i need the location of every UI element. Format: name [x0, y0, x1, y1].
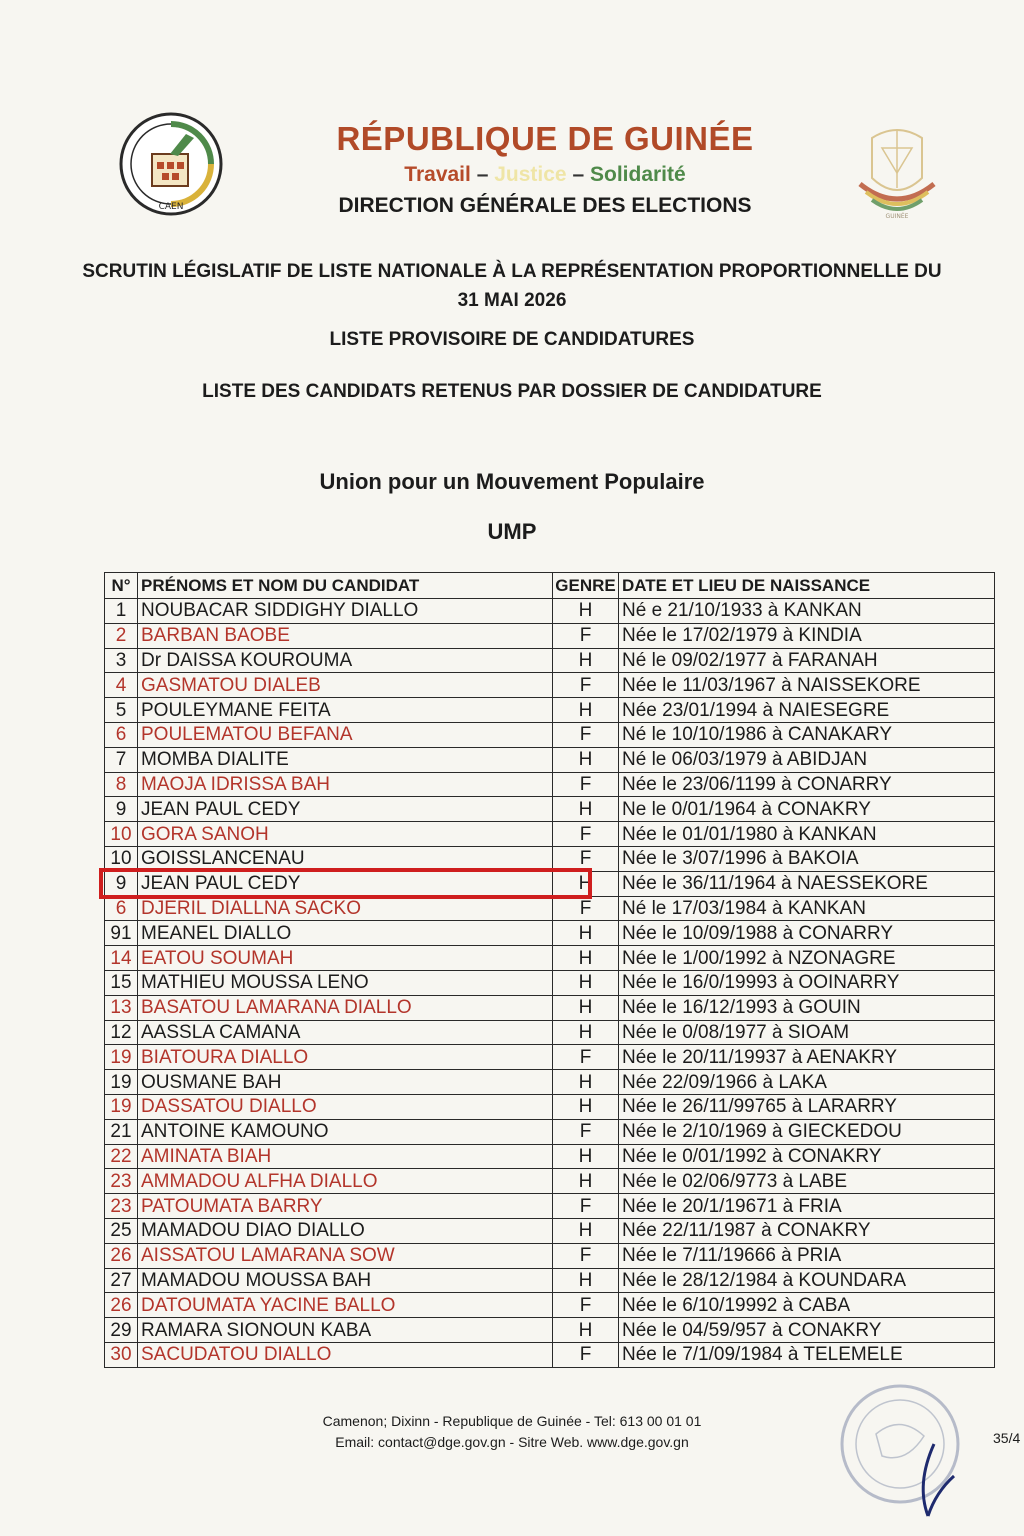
table-row [105, 1243, 995, 1268]
footer-contact: Email: contact@dge.gov.gn - Sitre Web. www.dge.gov.gn [335, 1434, 689, 1450]
candidate-gender: F [553, 1342, 619, 1367]
logo-right-caption: GUINÉE [885, 213, 909, 220]
table-row [105, 1094, 995, 1119]
row-number: 19 [105, 1070, 138, 1095]
table-row [105, 1045, 995, 1070]
party-abbreviation: UMP [487, 519, 537, 544]
row-number: 26 [105, 1293, 138, 1318]
row-number: 29 [105, 1318, 138, 1343]
party-name: Union pour un Mouvement Populaire [319, 469, 705, 494]
row-number: 6 [105, 722, 138, 747]
table-row [105, 648, 995, 673]
candidate-name: BARBAN BAOBE [138, 623, 553, 648]
candidate-name: DATOUMATA YACINE BALLO [138, 1293, 553, 1318]
table-row [105, 797, 995, 822]
candidate-name: GASMATOU DIALEB [138, 673, 553, 698]
table-row [105, 1218, 995, 1243]
candidate-name: POULEMATOU BEFANA [138, 722, 553, 747]
table-body [105, 599, 995, 1368]
candidate-gender: H [553, 970, 619, 995]
candidate-gender: H [553, 1144, 619, 1169]
candidate-name: GOISSLANCENAU [138, 846, 553, 871]
header-gender: GENRE [553, 573, 619, 599]
coat-of-arms-logo [842, 118, 952, 222]
candidate-name: MOMBA DIALITE [138, 747, 553, 772]
row-number: 5 [105, 698, 138, 723]
candidate-name: BASATOU LAMARANA DIALLO [138, 995, 553, 1020]
birth-date-place: Née le 16/0/19993 à OOINARRY [619, 970, 995, 995]
birth-date-place: Née le 16/12/1993 à GOUIN [619, 995, 995, 1020]
birth-date-place: Née le 7/11/19666 à PRIA [619, 1243, 995, 1268]
header-number: N° [105, 573, 138, 599]
header-birth: DATE ET LIEU DE NAISSANCE [619, 573, 995, 599]
candidate-name: AISSATOU LAMARANA SOW [138, 1243, 553, 1268]
table-row [105, 1194, 995, 1219]
direction-title: DIRECTION GÉNÉRALE DES ELECTIONS [338, 194, 752, 217]
birth-date-place: Ne le 0/01/1964 à CONAKRY [619, 797, 995, 822]
candidate-gender: H [553, 1169, 619, 1194]
row-number: 15 [105, 970, 138, 995]
row-number: 1 [105, 599, 138, 624]
page-number: 35/4 [993, 1430, 1021, 1446]
birth-date-place: Né le 10/10/1986 à CANAKARY [619, 722, 995, 747]
row-number: 9 [105, 797, 138, 822]
row-number: 10 [105, 822, 138, 847]
birth-date-place: Né le 06/03/1979 à ABIDJAN [619, 747, 995, 772]
candidate-gender: F [553, 673, 619, 698]
candidate-name: MATHIEU MOUSSA LENO [138, 970, 553, 995]
candidate-name: AASSLA CAMANA [138, 1020, 553, 1045]
candidate-gender: H [553, 797, 619, 822]
table-header-row [105, 573, 995, 599]
candidate-gender: F [553, 822, 619, 847]
table-row [105, 946, 995, 971]
candidate-gender: F [553, 1293, 619, 1318]
candidate-name: JEAN PAUL CEDY [138, 797, 553, 822]
candidate-name: MAOJA IDRISSA BAH [138, 772, 553, 797]
candidate-name: BIATOURA DIALLO [138, 1045, 553, 1070]
birth-date-place: Née le 17/02/1979 à KINDIA [619, 623, 995, 648]
table-row [105, 1318, 995, 1343]
table-row [105, 896, 995, 921]
row-number: 19 [105, 1094, 138, 1119]
motto-separator-2: – [572, 163, 585, 186]
motto-justice: Justice [494, 163, 567, 186]
footer-address: Camenon; Dixinn - Republique de Guinée - Tel: 613 00 01 01 [322, 1413, 702, 1429]
row-number: 22 [105, 1144, 138, 1169]
election-title-line1: SCRUTIN LÉGISLATIF DE LISTE NATIONALE À LA REPRÉSENTATION PROPORTIONNELLE DU [82, 261, 942, 282]
row-number: 13 [105, 995, 138, 1020]
candidate-name: GORA SANOH [138, 822, 553, 847]
birth-date-place: Née le 6/10/19992 à CABA [619, 1293, 995, 1318]
table-row [105, 1020, 995, 1045]
row-number: 12 [105, 1020, 138, 1045]
candidate-gender: H [553, 747, 619, 772]
candidate-gender: H [553, 1268, 619, 1293]
row-number: 7 [105, 747, 138, 772]
candidate-gender: H [553, 871, 619, 896]
motto-separator-1: – [476, 163, 489, 186]
candidate-name: DASSATOU DIALLO [138, 1094, 553, 1119]
candidate-gender: H [553, 1318, 619, 1343]
birth-date-place: Née le 20/11/19937 à AENAKRY [619, 1045, 995, 1070]
row-number: 25 [105, 1218, 138, 1243]
birth-date-place: Née le 0/08/1977 à SIOAM [619, 1020, 995, 1045]
row-number: 26 [105, 1243, 138, 1268]
table-row [105, 822, 995, 847]
candidate-name: AMINATA BIAH [138, 1144, 553, 1169]
table-row [105, 1169, 995, 1194]
table-row [105, 970, 995, 995]
birth-date-place: Née le 02/06/9773 à LABE [619, 1169, 995, 1194]
candidate-gender: H [553, 1070, 619, 1095]
row-number: 23 [105, 1169, 138, 1194]
table-row [105, 1342, 995, 1367]
row-number: 2 [105, 623, 138, 648]
election-commission-logo [114, 110, 228, 218]
birth-date-place: Née le 20/1/19671 à FRIA [619, 1194, 995, 1219]
row-number: 6 [105, 896, 138, 921]
row-number: 91 [105, 921, 138, 946]
candidate-gender: H [553, 599, 619, 624]
table-row [105, 673, 995, 698]
birth-date-place: Née le 1/00/1992 à NZONAGRE [619, 946, 995, 971]
row-number: 19 [105, 1045, 138, 1070]
candidate-name: RAMARA SIONOUN KABA [138, 1318, 553, 1343]
candidate-gender: F [553, 1045, 619, 1070]
candidate-gender: H [553, 995, 619, 1020]
motto-solidarity: Solidarité [589, 163, 686, 186]
table-row [105, 1268, 995, 1293]
candidate-gender: H [553, 946, 619, 971]
birth-date-place: Née le 3/07/1996 à BAKOIA [619, 846, 995, 871]
birth-date-place: Née 22/11/1987 à CONAKRY [619, 1218, 995, 1243]
table-row [105, 1293, 995, 1318]
birth-date-place: Née le 04/59/957 à CONAKRY [619, 1318, 995, 1343]
table-row [105, 698, 995, 723]
row-number: 21 [105, 1119, 138, 1144]
birth-date-place: Née le 23/06/1199 à CONARRY [619, 772, 995, 797]
birth-date-place: Né le 09/02/1977 à FARANAH [619, 648, 995, 673]
table-row [105, 1070, 995, 1095]
birth-date-place: Née le 2/10/1969 à GIECKEDOU [619, 1119, 995, 1144]
birth-date-place: Née le 10/09/1988 à CONARRY [619, 921, 995, 946]
candidate-name: JEAN PAUL CEDY [138, 871, 553, 896]
table-row [105, 623, 995, 648]
candidate-name: AMMADOU ALFHA DIALLO [138, 1169, 553, 1194]
candidate-gender: H [553, 698, 619, 723]
candidate-name: POULEYMANE FEITA [138, 698, 553, 723]
candidate-name: OUSMANE BAH [138, 1070, 553, 1095]
national-motto [240, 163, 850, 187]
candidate-gender: F [553, 846, 619, 871]
candidate-gender: F [553, 1119, 619, 1144]
candidate-gender: F [553, 1194, 619, 1219]
row-number: 10 [105, 846, 138, 871]
candidate-name: EATOU SOUMAH [138, 946, 553, 971]
election-title-line2: 31 MAI 2026 [457, 290, 567, 311]
row-number: 4 [105, 673, 138, 698]
candidate-gender: F [553, 1243, 619, 1268]
table-row [105, 995, 995, 1020]
candidate-name: PATOUMATA BARRY [138, 1194, 553, 1219]
candidates-table [104, 572, 995, 1368]
candidate-name: DJERIL DIALLNA SACKO [138, 896, 553, 921]
republic-title: RÉPUBLIQUE DE GUINÉE [336, 120, 754, 157]
row-number: 9 [105, 871, 138, 896]
candidate-name: Dr DAISSA KOUROUMA [138, 648, 553, 673]
row-number: 3 [105, 648, 138, 673]
birth-date-place: Née le 36/11/1964 à NAESSEKORE [619, 871, 995, 896]
motto-work: Travail [404, 163, 471, 186]
table-row [105, 599, 995, 624]
candidate-gender: H [553, 921, 619, 946]
table-row [105, 1119, 995, 1144]
row-number: 14 [105, 946, 138, 971]
candidate-gender: H [553, 1218, 619, 1243]
candidate-name: MAMADOU MOUSSA BAH [138, 1268, 553, 1293]
logo-left-caption: CAEN [158, 202, 184, 212]
table-row [105, 722, 995, 747]
provisional-list-title: LISTE PROVISOIRE DE CANDIDATURES [329, 329, 695, 350]
candidate-name: SACUDATOU DIALLO [138, 1342, 553, 1367]
table-row [105, 1144, 995, 1169]
row-number: 23 [105, 1194, 138, 1219]
row-number: 30 [105, 1342, 138, 1367]
candidate-gender: H [553, 1020, 619, 1045]
candidate-gender: F [553, 623, 619, 648]
candidate-gender: H [553, 648, 619, 673]
header-name: PRÉNOMS ET NOM DU CANDIDAT [138, 573, 553, 599]
row-number: 8 [105, 772, 138, 797]
official-stamp [836, 1374, 968, 1524]
candidate-gender: F [553, 896, 619, 921]
candidate-name: ANTOINE KAMOUNO [138, 1119, 553, 1144]
birth-date-place: Né le 17/03/1984 à KANKAN [619, 896, 995, 921]
candidate-gender: H [553, 1094, 619, 1119]
birth-date-place: Née 22/09/1966 à LAKA [619, 1070, 995, 1095]
candidate-name: MEANEL DIALLO [138, 921, 553, 946]
candidate-name: NOUBACAR SIDDIGHY DIALLO [138, 599, 553, 624]
signature-mark [923, 1444, 954, 1516]
birth-date-place: Né e 21/10/1933 à KANKAN [619, 599, 995, 624]
row-number: 27 [105, 1268, 138, 1293]
birth-date-place: Née le 0/01/1992 à CONAKRY [619, 1144, 995, 1169]
table-row [105, 921, 995, 946]
birth-date-place: Née 23/01/1994 à NAIESEGRE [619, 698, 995, 723]
candidates-list-title: LISTE DES CANDIDATS RETENUS PAR DOSSIER DE CANDIDATURE [202, 381, 822, 402]
table-row [105, 772, 995, 797]
highlight-box [99, 868, 592, 899]
birth-date-place: Née le 7/1/09/1984 à TELEMELE [619, 1342, 995, 1367]
candidate-gender: F [553, 772, 619, 797]
birth-date-place: Née le 26/11/99765 à LARARRY [619, 1094, 995, 1119]
birth-date-place: Née le 28/12/1984 à KOUNDARA [619, 1268, 995, 1293]
birth-date-place: Née le 11/03/1967 à NAISSEKORE [619, 673, 995, 698]
candidate-gender: F [553, 722, 619, 747]
candidate-name: MAMADOU DIAO DIALLO [138, 1218, 553, 1243]
table-row [105, 747, 995, 772]
birth-date-place: Née le 01/01/1980 à KANKAN [619, 822, 995, 847]
